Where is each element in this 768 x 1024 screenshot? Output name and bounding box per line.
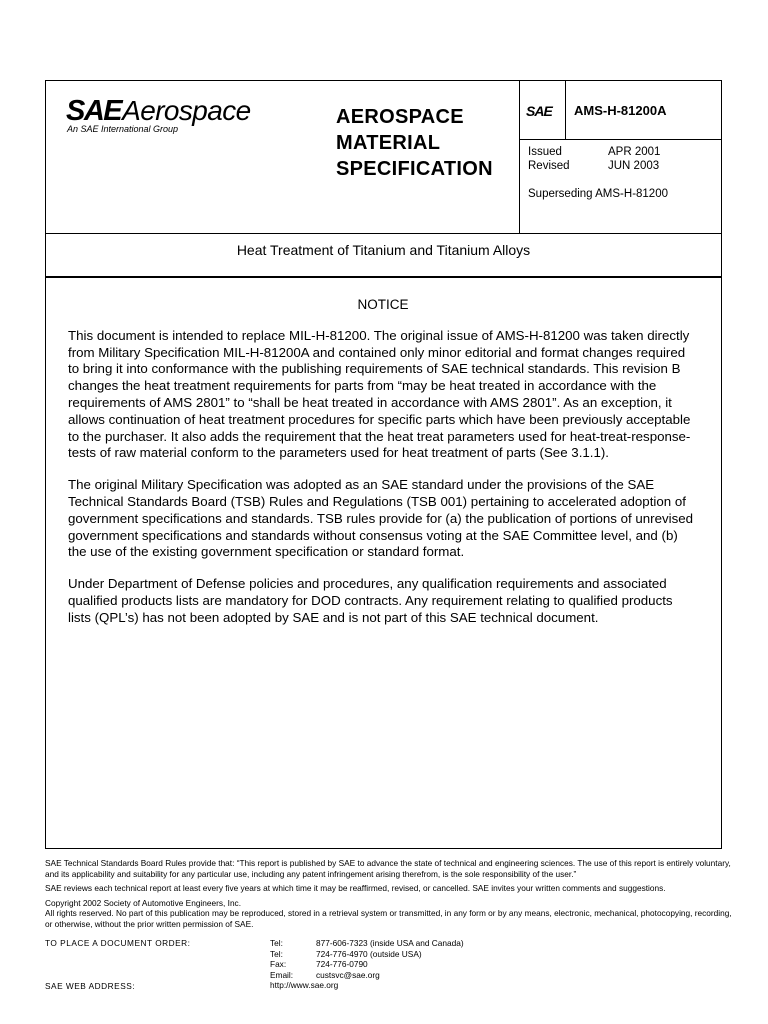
contact-row xyxy=(270,949,464,960)
doc-type-line: SPECIFICATION xyxy=(336,158,493,180)
contact-label: Tel: xyxy=(270,938,283,948)
web-address-link[interactable]: http://www.sae.org xyxy=(270,980,339,990)
notice-heading: NOTICE xyxy=(357,297,409,312)
logo-aerospace-text: Aerospace xyxy=(122,95,251,126)
header xyxy=(46,81,721,234)
document-title: Heat Treatment of Titanium and Titanium Alloys xyxy=(236,242,531,258)
contact-row xyxy=(270,970,464,981)
contact-label: Tel: xyxy=(270,948,283,959)
sae-mark: SAE xyxy=(526,103,552,119)
doc-type-line: AEROSPACE xyxy=(336,106,464,128)
contact-value: 724-776-0790 xyxy=(316,959,368,969)
order-label: TO PLACE A DOCUMENT ORDER: xyxy=(45,938,191,948)
spec-number-row xyxy=(520,81,722,140)
revised-label: Revised xyxy=(528,160,570,172)
document-frame xyxy=(45,80,722,849)
contact-row xyxy=(270,959,464,970)
web-address-label: SAE WEB ADDRESS: xyxy=(45,981,136,991)
sae-mark-cell xyxy=(520,81,566,139)
spec-info-box xyxy=(519,81,722,233)
document-title-row xyxy=(46,234,721,278)
notice-paragraph: Under Department of Defense policies and procedures, any qualification requirements and associated qualified products lists are mandatory for DOD contracts. Any requirement relating to qualified products lists (QPL’s) has not been adopted by SAE and is not part of this SAE technical document. xyxy=(68,576,673,625)
doc-type-line: MATERIAL xyxy=(336,132,441,154)
rights-text: All rights reserved. No part of this publication may be reproduced, stored in a retrieval system or transmitted, in any form or by any means, electronic, mechanical, photocopying, recording, or otherwise, without the prior written permission of SAE. xyxy=(45,908,732,929)
revised-value: JUN 2003 xyxy=(608,160,660,172)
document-body xyxy=(68,297,698,642)
tsb-rules-text: SAE Technical Standards Board Rules provide that: “This report is published by SAE to advance the state of technical and engineering sciences. The use of this report is entirely voluntary, and its applicability and suitability for any particular use, including any patent infringement arising therefrom, is the sole responsibility of the user.” xyxy=(45,858,731,879)
contact-row xyxy=(270,938,464,949)
contact-row xyxy=(270,980,464,991)
document-type xyxy=(336,104,493,182)
spec-number: AMS-H-81200A xyxy=(574,103,667,118)
review-text: SAE reviews each technical report at least every five years at which time it may be reaffirmed, revised, or cancelled. SAE invites your written comments and suggestions. xyxy=(45,883,666,893)
contact-label: Fax: xyxy=(270,959,287,969)
superseding-note: Superseding AMS-H-81200 xyxy=(528,188,668,200)
spec-dates xyxy=(528,145,660,173)
contact-value: 724-776-4970 (outside USA) xyxy=(316,948,422,959)
issued-value: APR 2001 xyxy=(608,146,661,158)
email-link[interactable]: custsvc@sae.org xyxy=(316,969,380,980)
contact-label: Email: xyxy=(270,969,294,980)
issued-label: Issued xyxy=(528,146,562,158)
notice-paragraph: This document is intended to replace MIL-H-81200. The original issue of AMS-H-81200 was taken directly from Military Specification MIL-H-81200A and contained only minor editorial and format changes required to bring it into conformance with the publishing requirements of SAE technical standards. This revision B changes the heat treatment requirements for parts from “may be heat treated in accordance with the requirements of AMS 2801” to “shall be heat treated in accordance with AMS 2801”. As an exception, it allows continuation of heat treatment procedures for specific parts which have been previously acceptable to the purchaser. It also adds the requirement that the heat treat parameters used for heat-treat-response-tests of raw material conform to the parameters used for heat treatment of parts (See 3.1.1). xyxy=(68,327,691,461)
copyright-text: Copyright 2002 Society of Automotive Engineers, Inc. xyxy=(45,897,242,908)
contact-list xyxy=(270,938,464,991)
contact-value: 877-606-7323 (inside USA and Canada) xyxy=(316,938,464,948)
notice-paragraph: The original Military Specification was adopted as an SAE standard under the provisions of the SAE Technical Standards Board (TSB) Rules and Regulations (TSB 001) pertaining to accelerated adoption of government specifications and standards. TSB rules provide for (a) the publication of portions of unrevised government specifications and standards without consensus voting at the SAE Committee level, and (b) the use of the existing government specification or standard format. xyxy=(68,477,694,560)
logo-tagline: An SAE International Group xyxy=(67,124,179,134)
sae-aerospace-logo xyxy=(66,96,251,134)
legal-footer xyxy=(45,858,735,929)
logo-sae-text: SAE xyxy=(66,95,122,127)
